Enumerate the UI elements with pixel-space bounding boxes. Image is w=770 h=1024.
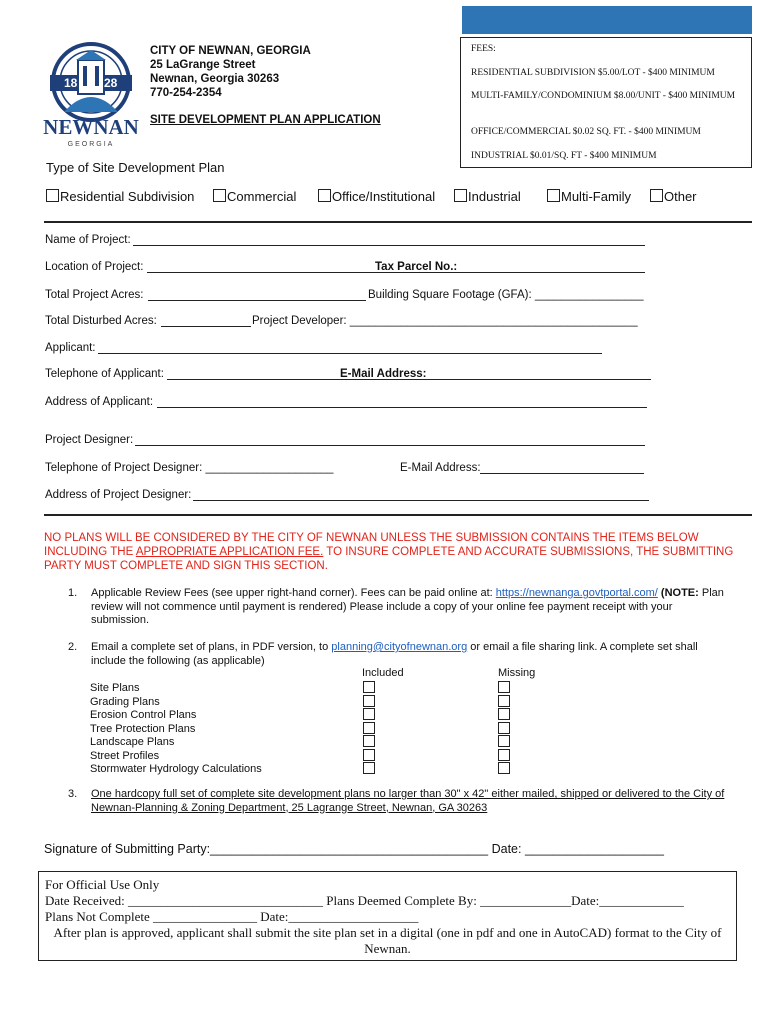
plan-item: Stormwater Hydrology Calculations [90,763,262,775]
included-checkbox[interactable] [363,735,375,747]
applicant-input[interactable] [98,353,602,354]
official-date-received-line: Date Received: ______________________________ Plans Deemed Complete By: ______________Date:_____________ [45,893,684,908]
applicant-label: Applicant: [45,342,96,354]
fees-box [460,37,752,168]
instruction-item-email [91,641,731,668]
missing-checkbox[interactable] [498,762,510,774]
telephone-of-designer-label: Telephone of Project Designer: ____________________ [45,462,334,474]
option-residential-subdivision[interactable] [46,189,194,204]
plan-item: Tree Protection Plans [90,722,196,735]
option-industrial[interactable] [454,189,521,204]
official-plans-not-complete-line: Plans Not Complete ________________ Date:____________________ [45,909,419,924]
included-checkbox[interactable] [363,762,375,774]
checkbox[interactable] [318,189,331,202]
fee-item: INDUSTRIAL $0.01/SQ. FT - $400 MINIMUM [471,151,657,161]
project-designer-label: Project Designer: [45,434,134,446]
fee-item: RESIDENTIAL SUBDIVISION $5.00/LOT - $400 MINIMUM [471,68,715,78]
item-text: Applicable Review Fees (see upper right-hand corner). Fees can be paid online at: [91,587,496,599]
section-divider [44,221,752,223]
address-of-applicant-label: Address of Applicant: [45,396,154,408]
plan-item: Site Plans [90,682,140,694]
city-seal-logo [42,42,140,150]
missing-checkbox[interactable] [498,681,510,693]
org-line: Newnan, Georgia 30263 [150,73,280,85]
building-square-footage-label: Building Square Footage (GFA): _________________ [368,289,644,301]
checkbox[interactable] [213,189,226,202]
option-office-institutional[interactable] [318,189,435,204]
item-text: Plan review will not commence until payment is rendered) Please include a copy of your online fee payment receipt with your submission. [91,587,724,626]
notice-fee-emphasis: APPROPRIATE APPLICATION FEE. [135,546,324,558]
total-project-acres-label: Total Project Acres: [45,289,144,301]
official-digital-submission-note: After plan is approved, applicant shall submit the site plan set in a digital (one in pdf and one in AutoCAD) format to the City of Newnan. [53,925,722,956]
location-of-project-label: Location of Project: [45,261,144,273]
plan-item: Grading Plans [90,695,160,708]
missing-checkbox[interactable] [498,722,510,734]
included-checkbox[interactable] [363,681,375,693]
total-disturbed-acres-label: Total Disturbed Acres: [45,315,157,327]
designer-email-input[interactable] [480,473,644,474]
checkbox[interactable] [650,189,663,202]
official-use-box [38,871,737,961]
plan-item: Street Profiles [90,749,160,762]
option-label: Commercial [227,189,297,204]
tax-parcel-label: Tax Parcel No.: [375,261,458,273]
seal-graphic [42,42,140,150]
form-title: SITE DEVELOPMENT PLAN APPLICATION [150,114,381,126]
item-number: 1. [68,587,78,599]
org-line: 25 LaGrange Street [150,59,256,71]
plan-item: Erosion Control Plans [90,709,197,721]
missing-checkbox[interactable] [498,749,510,761]
checkbox[interactable] [46,189,59,202]
missing-checkbox[interactable] [498,695,510,707]
submission-notice [44,531,744,573]
address-of-applicant-input[interactable] [157,407,647,408]
planning-email-link[interactable]: planning@cityofnewnan.org [331,641,468,653]
section-divider [44,514,752,516]
option-other[interactable] [650,189,697,204]
name-of-project-input[interactable] [133,245,645,246]
project-designer-input[interactable] [135,445,645,446]
payment-portal-link[interactable]: https://newnanga.govtportal.com/ [495,587,658,599]
option-multi-family[interactable] [547,189,631,204]
city-address-block [150,44,311,100]
official-use-title: For Official Use Only [45,877,160,892]
total-project-acres-input[interactable] [148,300,366,301]
instruction-item-fees [91,587,731,628]
included-checkbox[interactable] [363,708,375,720]
item-number: 2. [68,641,78,653]
option-label: Multi-Family [561,189,632,204]
logo-name: NEWNAN [43,115,139,139]
note-label: (NOTE: [660,587,699,599]
fees-label: FEES: [471,44,496,54]
option-label: Office/Institutional [332,189,436,204]
seal-year-left: 18 [64,76,78,90]
notice-text: NO PLANS WILL BE CONSIDERED BY THE CITY OF NEWNAN UNLESS THE SUBMISSION CONTAINS THE ITEMS BELOW INCLUDING THE [44,532,699,558]
item-text: Email a complete set of plans, in PDF version, to [91,641,332,653]
checkbox[interactable] [547,189,560,202]
option-label: Other [664,189,697,204]
signature-line[interactable]: Signature of Submitting Party:________________________________________ Date: ____________________ [44,842,664,856]
plan-type-label: Type of Site Development Plan [46,160,225,175]
included-checkbox[interactable] [363,695,375,707]
included-checkbox[interactable] [363,749,375,761]
name-of-project-label: Name of Project: [45,234,131,246]
missing-checkbox[interactable] [498,735,510,747]
designer-email-label: E-Mail Address: [400,462,481,474]
item-number: 3. [68,788,78,800]
option-label: Residential Subdivision [60,189,195,204]
applicant-email-label: E-Mail Address: [340,368,427,380]
telephone-of-applicant-label: Telephone of Applicant: [45,368,164,380]
project-developer-label: Project Developer: _____________________________________________ [252,315,638,327]
fee-item: OFFICE/COMMERCIAL $0.02 SQ. FT. - $400 MINIMUM [471,127,701,137]
instruction-item-hardcopy: One hardcopy full set of complete site development plans no larger than 30" x 42" either mailed, shipped or delivered to the City of Newnan-Planning & Zoning Department, 25 Lagrange Street, Newnan, GA 30263 [91,788,725,814]
seal-year-right: 28 [104,76,118,90]
option-commercial[interactable] [213,189,296,204]
included-checkbox[interactable] [363,722,375,734]
plan-item: Landscape Plans [90,736,175,748]
plan-type-options [46,189,746,207]
address-of-designer-input[interactable] [193,500,649,501]
included-column-header: Included [362,667,404,679]
logo-subtitle: GEORGIA [67,141,115,148]
missing-checkbox[interactable] [498,708,510,720]
org-line: CITY OF NEWNAN, GEORGIA [150,45,311,57]
required-plans-list [90,682,262,777]
fee-item: MULTI-FAMILY/CONDOMINIUM $8.00/UNIT - $400 MINIMUM [471,91,736,101]
total-disturbed-acres-input[interactable] [161,326,251,327]
org-line: 770-254-2354 [150,87,222,99]
checkbox[interactable] [454,189,467,202]
item-text: or email a file sharing link. A complete set shall include the following (as applicable) [91,641,698,667]
option-label: Industrial [468,189,521,204]
address-of-designer-label: Address of Project Designer: [45,489,192,501]
header-color-bar [462,6,752,34]
missing-column-header: Missing [498,667,536,679]
notice-text: TO INSURE COMPLETE AND ACCURATE SUBMISSIONS, THE SUBMITTING PARTY MUST COMPLETE AND SIGN THIS SECTION. [44,546,734,572]
